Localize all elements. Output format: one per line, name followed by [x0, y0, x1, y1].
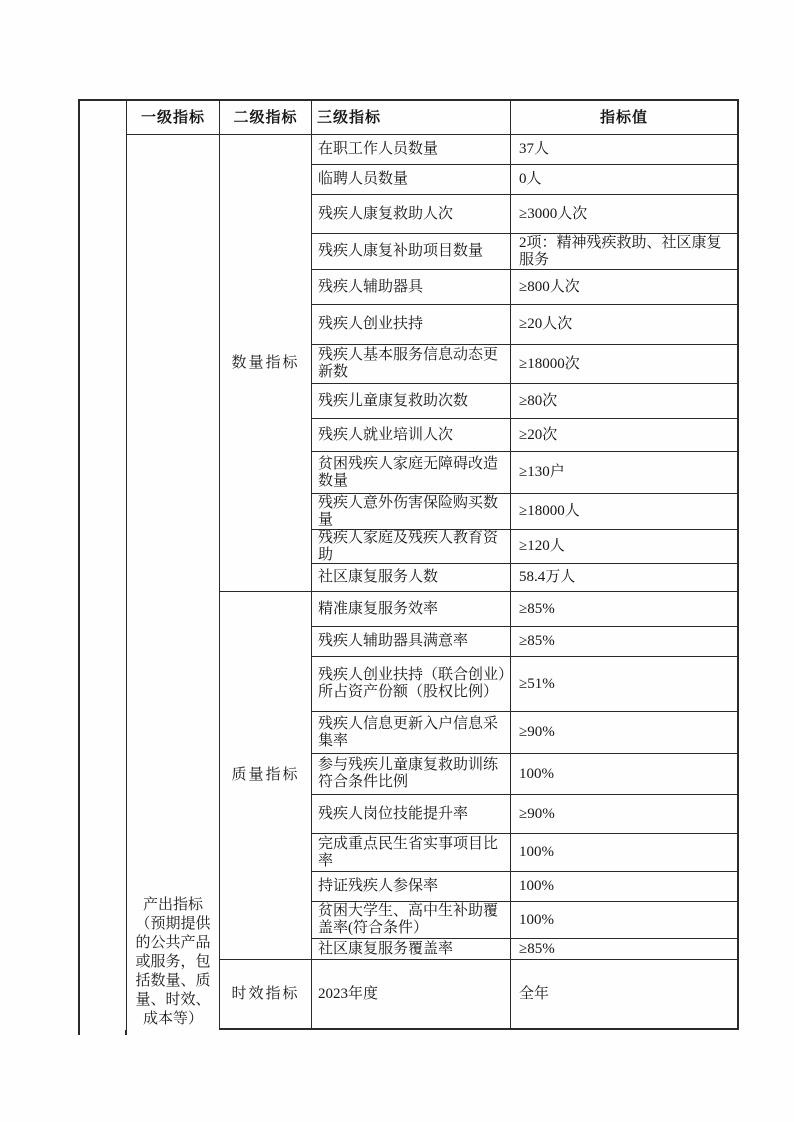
value-cell: ≥90%	[511, 712, 739, 754]
value-cell: ≥3000人次	[511, 195, 739, 234]
indicator-cell: 参与残疾儿童康复救助训练符合条件比例	[312, 754, 511, 795]
value-cell: ≥120人	[511, 530, 739, 564]
level1-indicator-cell	[127, 135, 220, 1030]
value-cell: ≥20人次	[511, 305, 739, 345]
header-value: 指标值	[511, 101, 739, 135]
indicator-cell: 临聘人员数量	[312, 165, 511, 195]
indicator-cell: 残疾人家庭及残疾人教育资助	[312, 530, 511, 564]
value-cell: 37人	[511, 135, 739, 165]
indicator-cell: 残疾人创业扶持（联合创业）所占资产份额（股权比例）	[312, 657, 511, 712]
value-cell: ≥85%	[511, 592, 739, 627]
level1-indicator-line: 量、时效、	[135, 992, 211, 1008]
indicator-cell: 残疾人信息更新入户信息采集率	[312, 712, 511, 754]
header-level1: 一级指标	[127, 101, 220, 135]
value-cell: 全年	[511, 960, 739, 1030]
section-label-quantity: 数量指标	[220, 135, 312, 592]
indicator-cell: 残疾人岗位技能提升率	[312, 795, 511, 834]
left-margin-column	[80, 101, 127, 1030]
value-cell: ≥80次	[511, 384, 739, 419]
value-cell: ≥20次	[511, 419, 739, 452]
value-cell: ≥18000人	[511, 494, 739, 530]
indicator-cell: 完成重点民生省实事项目比率	[312, 834, 511, 872]
value-cell: ≥85%	[511, 627, 739, 657]
indicator-cell: 残疾人创业扶持	[312, 305, 511, 345]
value-cell: ≥18000次	[511, 345, 739, 384]
indicator-cell: 残疾人康复补助项目数量	[312, 234, 511, 270]
table-border-stub	[78, 1030, 80, 1035]
level1-indicator-line: 成本等）	[142, 1011, 203, 1027]
indicator-cell: 残疾人辅助器具满意率	[312, 627, 511, 657]
indicator-cell: 残疾人康复救助人次	[312, 195, 511, 234]
indicator-cell: 贫困残疾人家庭无障碍改造数量	[312, 452, 511, 494]
indicator-cell: 社区康复服务覆盖率	[312, 939, 511, 960]
section-label-timeliness: 时效指标	[220, 960, 312, 1030]
value-cell: 58.4万人	[511, 564, 739, 592]
level1-indicator-line: （预期提供	[135, 916, 211, 932]
value-cell: ≥800人次	[511, 270, 739, 305]
value-cell: ≥90%	[511, 795, 739, 834]
indicator-cell: 残疾儿童康复救助次数	[312, 384, 511, 419]
indicator-table	[78, 99, 739, 1030]
indicator-cell: 残疾人辅助器具	[312, 270, 511, 305]
value-cell: 0人	[511, 165, 739, 195]
indicator-cell: 社区康复服务人数	[312, 564, 511, 592]
value-cell: ≥130户	[511, 452, 739, 494]
indicator-cell: 持证残疾人参保率	[312, 872, 511, 902]
indicator-cell: 残疾人意外伤害保险购买数量	[312, 494, 511, 530]
value-cell: 100%	[511, 872, 739, 902]
value-cell: ≥51%	[511, 657, 739, 712]
indicator-cell: 残疾人就业培训人次	[312, 419, 511, 452]
level1-indicator-line: 或服务，包	[135, 954, 211, 970]
indicator-cell: 贫困大学生、高中生补助覆盖率(符合条件）	[312, 902, 511, 939]
indicator-cell: 残疾人基本服务信息动态更新数	[312, 345, 511, 384]
header-level2: 二级指标	[220, 101, 312, 135]
section-label-quality: 质量指标	[220, 592, 312, 960]
indicator-cell: 2023年度	[312, 960, 511, 1030]
value-cell: 100%	[511, 902, 739, 939]
value-cell: 100%	[511, 754, 739, 795]
indicator-cell: 精准康复服务效率	[312, 592, 511, 627]
header-level3: 三级指标	[312, 101, 511, 135]
indicator-cell: 在职工作人员数量	[312, 135, 511, 165]
level1-indicator-line: 产出指标	[142, 897, 203, 913]
value-cell: 2项：精神残疾救助、社区康复服务	[511, 234, 739, 270]
level1-indicator-line: 的公共产品	[135, 935, 211, 951]
value-cell: 100%	[511, 834, 739, 872]
value-cell: ≥85%	[511, 939, 739, 960]
level1-indicator-line: 括数量、质	[135, 973, 211, 989]
table-border-stub	[125, 1030, 127, 1035]
